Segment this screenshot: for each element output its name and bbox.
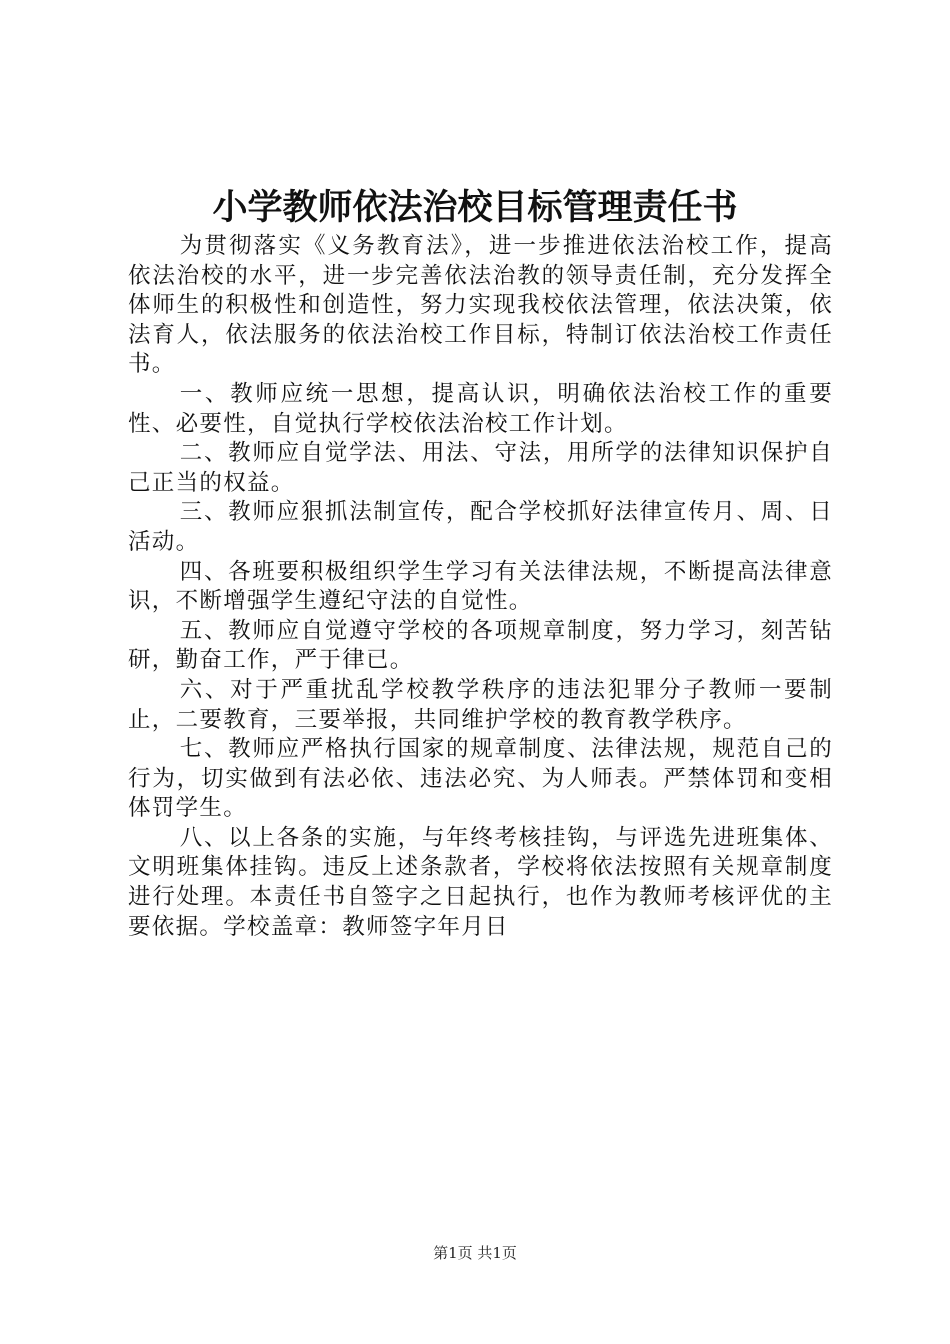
- paragraph-item-7: 七、教师应严格执行国家的规章制度、法律法规，规范自己的行为，切实做到有法必依、违法必究、为人师表。严禁体罚和变相体罚学生。: [128, 736, 833, 822]
- paragraph-intro: 为贯彻落实《义务教育法》，进一步推进依法治校工作，提高依法治校的水平，进一步完善依法治教的领导责任制，充分发挥全体师生的积极性和创造性，努力实现我校依法管理，依法决策，依法育人，依法服务的依法治校工作目标，特制订依法治校工作责任书。: [128, 233, 833, 378]
- document-body: [128, 232, 833, 942]
- paragraph-item-3: 三、教师应狠抓法制宣传，配合学校抓好法律宣传月、周、日活动。: [128, 499, 833, 555]
- paragraph-item-8: 八、以上各条的实施，与年终考核挂钩，与评选先进班集体、文明班集体挂钩。违反上述条款者，学校将依法按照有关规章制度进行处理。本责任书自签字之日起执行，也作为教师考核评优的主要依据。学校盖章：教师签字年月日: [128, 824, 833, 940]
- paragraph-item-5: 五、教师应自觉遵守学校的各项规章制度，努力学习，刻苦钻研，勤奋工作，严于律已。: [128, 617, 833, 674]
- paragraph-item-4: 四、各班要积极组织学生学习有关法律法规，不断提高法律意识，不断增强学生遵纪守法的自觉性。: [128, 558, 833, 615]
- paragraph-item-1: 一、教师应统一思想，提高认识，明确依法治校工作的重要性、必要性，自觉执行学校依法治校工作计划。: [128, 380, 833, 437]
- document-title: 小学教师依法治校目标管理责任书: [212, 187, 738, 228]
- paragraph-item-6: 六、对于严重扰乱学校教学秩序的违法犯罪分子教师一要制止，二要教育，三要举报，共同维护学校的教育教学秩序。: [128, 676, 833, 733]
- paragraph-item-2: 二、教师应自觉学法、用法、守法，用所学的法律知识保护自己正当的权益。: [128, 440, 833, 496]
- page-footer: 第1页 共1页: [433, 1244, 517, 1262]
